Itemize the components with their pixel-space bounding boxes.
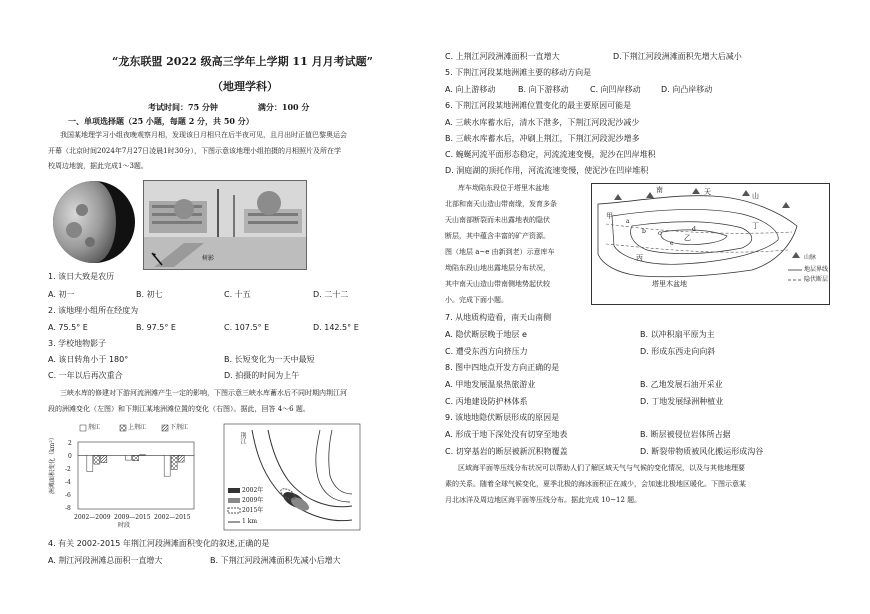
passage7-line-7: 其中南天山造山带南侧地势起伏较 [445, 280, 550, 288]
moon-photo [52, 180, 137, 265]
passage7-line-4: 断层，其中蕴含丰富的矿产资源。 [445, 232, 550, 240]
q9-stem: 9. 该地地隐伏断层形成的原因是 [445, 413, 560, 422]
q8-stem: 8. 图中四地点开发方向正确的是 [445, 363, 560, 372]
q6-stem: 6. 下荆江河段某地洲滩位置变化的最主要原因可能是 [445, 101, 632, 110]
q1-option-c[interactable]: C. 十五 [224, 290, 251, 299]
q4-6-intro-1: 三峡水库的修建对下游河流洲滩产生一定的影响，下图示意三峡水库蓄水后不同时期内荆江河 [60, 389, 347, 397]
geo-stratum-e: e [670, 240, 674, 247]
photo-label: 树影 [202, 255, 215, 262]
q9-option-d[interactable]: D. 断裂带物质被风化搬运形成沟谷 [640, 447, 764, 456]
q2-stem: 2. 该地理小组所在经度为 [48, 306, 139, 315]
exam-subject: （地理学科） [212, 80, 278, 93]
q1-stem: 1. 该日大致是农历 [48, 272, 115, 281]
passage7-line-2: 北部和南天山造山带南缘，发育多条 [445, 200, 557, 208]
q4-option-d[interactable]: D.下荆江河段洲滩面积先增大后减小 [613, 52, 742, 61]
q7-option-a[interactable]: A. 隐伏断层晚于地层 e [445, 330, 527, 339]
q4-stem: 4. 有关 2002-2015 年荆江河段洲滩面积变化的叙述,正确的是 [48, 539, 270, 548]
q5-option-d[interactable]: D. 向凸岸移动 [661, 85, 713, 94]
bar-legend-1: 荆江 [88, 424, 101, 431]
bar-2-3 [171, 455, 177, 469]
q3-stem: 3. 学校地物影子 [48, 339, 107, 348]
bar-legend-swatch-1 [80, 425, 86, 431]
q3-option-c[interactable]: C. 一年以后再次重合 [48, 371, 123, 380]
geo-stratum-c: c [658, 230, 662, 237]
geo-basin-label: 塔里木盆地 [652, 280, 687, 288]
bar-xtick-3: 2002—2015 [154, 514, 191, 521]
q1-option-a[interactable]: A. 初一 [48, 290, 75, 299]
bar-1-1 [87, 455, 93, 471]
exam-time-score: 考试时间：75 分钟 满分：100 分 [148, 102, 310, 112]
q9-option-a[interactable]: A. 形成于地下深处没有切穿至地表 [445, 430, 568, 439]
bar-3-1 [101, 455, 107, 462]
geo-point-jia: 甲 [606, 212, 613, 220]
q7-stem: 7. 从地质构造看，南天山南侧 [445, 313, 552, 322]
q4-option-c[interactable]: C. 上荆江河段洲滩面积一直增大 [445, 52, 560, 61]
bar-ylabel: 洲滩面积变化（km²） [49, 434, 56, 494]
geo-stratum-b: b [642, 228, 646, 235]
exam-title: “龙东联盟 2022 级高三学年上学期 11 月月考试题” [112, 55, 373, 68]
bar-chart-frame [78, 442, 194, 509]
geo-stratum-a: a [626, 218, 630, 225]
q4-6-intro-2: 段的洲滩变化（左图）和下荆江某地洲滩位置的变化（右图）。据此，回答 4～6 题。 [48, 405, 310, 413]
q8-option-b[interactable]: B. 乙地发展石油开采业 [640, 380, 723, 389]
bar-xtick-1: 2002—2009 [74, 514, 111, 521]
q5-option-a[interactable]: A. 向上游移动 [445, 85, 496, 94]
geo-legend-boundary: 地层界线 [804, 266, 829, 273]
geo-stratum-d: d [692, 226, 696, 233]
q2-option-a[interactable]: A. 75.5° E [48, 323, 88, 332]
river-map-label: 荆江 [239, 432, 246, 444]
intro-line-3: 校周边地貌，据此完成1～3题。 [48, 162, 148, 170]
bar-ytick-3: -2 [65, 466, 71, 473]
geo-legend-mountain: 山脉 [804, 254, 817, 261]
passage7-line-1: 库车坳陷东段位于塔里木盆地 [458, 184, 549, 192]
river-map [222, 422, 362, 532]
passage7-line-5: 图（地层 a~e 由新到老）示意库车 [445, 248, 555, 256]
bar-ytick-5: -6 [65, 492, 71, 499]
q9-option-b[interactable]: B. 断层被侵位岩体所占据 [640, 430, 731, 439]
bar-3-3 [178, 455, 184, 462]
q1-option-d[interactable]: D. 二十二 [313, 290, 349, 299]
q6-option-b[interactable]: B. 三峡水库蓄水后，冲刷上荆江，下荆江河段泥沙增多 [445, 134, 640, 143]
intro-line-1: 我国某地理学习小组夜晚观察月相，发现该日月相只在后半夜可见，且月出时正值巴黎奥运会 [60, 131, 347, 139]
q10-12-intro-1: 区域海平面等压线分布状况可以帮助人们了解区域天气与气候的变化情况，以及与其他地理要 [458, 464, 745, 472]
bar-ytick-1: 2 [68, 440, 72, 447]
q4-option-b[interactable]: B. 下荆江河段洲滩面积先减小后增大 [210, 556, 341, 565]
map-legend-2015: 2015年 [242, 507, 264, 514]
passage7-line-3: 天山南部断裂而未出露地表的隐伏 [445, 216, 550, 224]
map-legend-2002: 2002年 [242, 487, 264, 494]
q2-option-b[interactable]: B. 97.5° E [136, 323, 176, 332]
map-scale: 1 km [242, 518, 258, 525]
geo-label-nan: 南 [656, 186, 663, 194]
bar-3-2 [140, 455, 146, 456]
q10-12-intro-3: 月北冰洋及周边地区海平面等压线分布。据此完成 10~12 题。 [445, 496, 642, 504]
q10-12-intro-2: 素的关系。随着全球气候变化，夏季北极的海冰面积正在减少，会加速北极地区暖化。下图示意某 [445, 480, 746, 488]
q3-option-d[interactable]: D. 拍摄的时间为上午 [224, 371, 300, 380]
bar-ytick-4: -4 [65, 479, 71, 486]
geo-legend-fault: 隐伏断层 [804, 276, 829, 283]
passage7-line-8: 小。完成下面小题。 [445, 296, 508, 304]
passage7-line-6: 坳陷东段山地出露地层分布状况， [445, 264, 550, 272]
bar-1-3 [164, 455, 170, 476]
map-legend-2009: 2009年 [242, 497, 264, 504]
geo-point-yi: 乙 [684, 234, 691, 242]
q1-option-b[interactable]: B. 初七 [136, 290, 163, 299]
q7-option-b[interactable]: B. 以冲积扇平原为主 [640, 330, 715, 339]
bar-legend-3: 下荆江 [170, 424, 189, 431]
q3-option-b[interactable]: B. 长短变化为一天中最短 [224, 355, 315, 364]
bar-ytick-2: 0 [68, 453, 72, 460]
q8-option-d[interactable]: D. 丁地发展绿洲种植业 [640, 397, 724, 406]
bar-legend-2: 上荆江 [128, 424, 147, 431]
geo-point-bing: 丙 [636, 254, 643, 262]
bar-chart [48, 422, 198, 532]
q3-option-a[interactable]: A. 该日转角小于 180° [48, 355, 129, 364]
q4-option-a[interactable]: A. 荆江河段洲滩总面积一直增大 [48, 556, 163, 565]
bar-xtick-2: 2009—2015 [114, 514, 151, 521]
q6-option-a[interactable]: A. 三峡水库蓄水后，清水下泄多，下荆江河段泥沙减少 [445, 118, 640, 127]
bar-legend-swatch-2 [120, 425, 126, 431]
q5-stem: 5. 下荆江河段某地洲滩主要的移动方向是 [445, 68, 592, 77]
intro-line-2: 开幕（北京时间2024年7月27日凌晨1时30分），下图示意该地理小组拍摄的月相照片及所在学 [48, 147, 342, 155]
section-heading: 一、单项选择题（25 小题，每题 2 分，共 50 分） [68, 116, 254, 126]
q2-option-c[interactable]: C. 107.5° E [224, 323, 270, 332]
bar-xlabel: 时段 [118, 522, 131, 529]
q7-option-c[interactable]: C. 遭受东西方向挤压力 [445, 347, 528, 356]
bar-2-2 [133, 455, 139, 460]
q5-option-b[interactable]: B. 向下游移动 [518, 85, 569, 94]
q7-option-d[interactable]: D. 形成东西走向向斜 [640, 347, 716, 356]
q9-option-c[interactable]: C. 切穿基岩的断层被新沉积物覆盖 [445, 447, 568, 456]
bar-2-1 [94, 455, 100, 464]
campus-photo [143, 180, 307, 270]
q6-option-c[interactable]: C. 蜿蜒河流平面形态稳定，河流流速变慢，泥沙在凹岸堆积 [445, 150, 656, 159]
q8-option-a[interactable]: A. 甲地发展温泉热旅游业 [445, 380, 536, 389]
q6-option-d[interactable]: D. 洞庭湖的顶托作用，河流流速变慢，使泥沙在凹岸堆积 [445, 166, 649, 175]
q5-option-c[interactable]: C. 向凹岸移动 [590, 85, 641, 94]
bar-legend-swatch-3 [162, 425, 168, 431]
bar-ytick-6: -8 [65, 505, 71, 512]
geo-point-ding: 丁 [752, 222, 759, 230]
geo-label-shan: 山 [752, 192, 759, 200]
geology-map [591, 183, 830, 305]
q8-option-c[interactable]: C. 丙地建设防护林体系 [445, 397, 528, 406]
bar-1-2 [126, 455, 132, 460]
q2-option-d[interactable]: D. 142.5° E [313, 323, 359, 332]
geo-label-tian: 天 [704, 188, 711, 196]
